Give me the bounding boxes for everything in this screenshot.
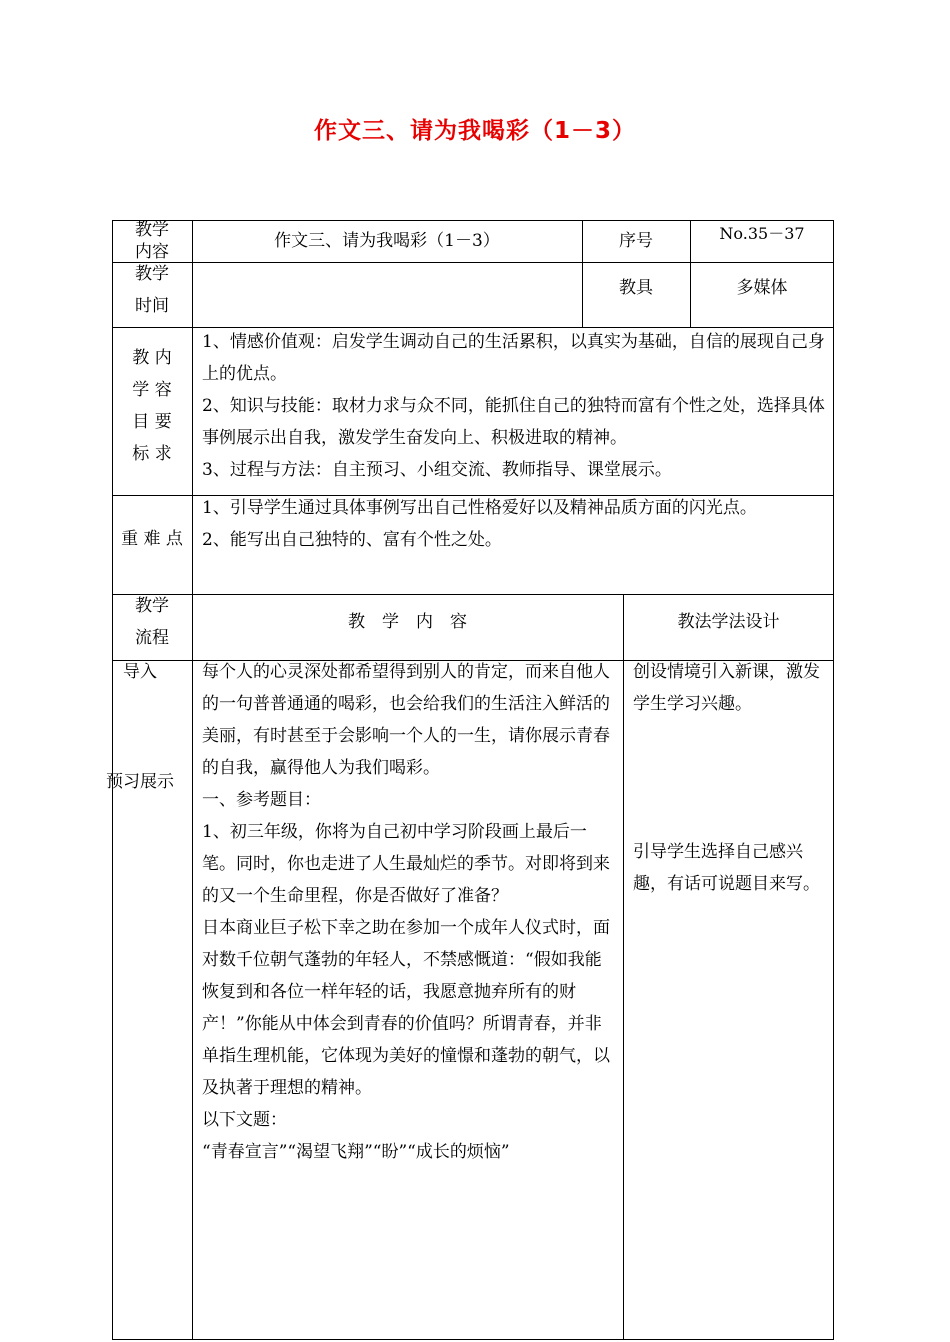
label-line: 目 要 bbox=[132, 412, 172, 432]
body-paragraph: 以下文题： bbox=[202, 1110, 287, 1130]
body-paragraph: 每个人的心灵深处都希望得到别人的肯定，而来自他人的一句普普通通的喝彩，也会给我们的生活注入鲜活的美丽，有时甚至于会影响一个人的一生，请你展示青春的自我，赢得他人为我们喝彩。 bbox=[202, 662, 610, 778]
label-line: 教 内 bbox=[132, 348, 172, 368]
body-paragraph: 1、初三年级，你将为自己初中学习阶段画上最后一笔。同时，你也走进了人生最灿烂的季节。对即将到来的又一个生命里程，你是否做好了准备？ bbox=[202, 822, 610, 906]
teaching-goals-label bbox=[112, 342, 192, 470]
sequence-value: No.35－37 bbox=[719, 224, 805, 243]
lesson-body-text bbox=[202, 656, 618, 1168]
page-title: 作文三、请为我喝彩（1－3） bbox=[313, 118, 636, 144]
teaching-time-label bbox=[112, 258, 192, 322]
goal-item: 2、知识与技能：取材力求与众不同，能抓住自己的独特而富有个性之处，选择具体事例展示出自我，激发学生奋发向上、积极进取的精神。 bbox=[202, 396, 825, 448]
method-intro-text: 创设情境引入新课，激发学生学习兴趣。 bbox=[633, 662, 820, 714]
key-point-item: 1、引导学生通过具体事例写出自己性格爱好以及精神品质方面的闪光点。 bbox=[202, 498, 757, 518]
content-column-header: 教 学 内 容 bbox=[348, 612, 467, 632]
label-line: 内容 bbox=[135, 242, 169, 262]
label-line: 教学 bbox=[135, 264, 169, 284]
row-divider bbox=[112, 262, 834, 263]
key-point-item: 2、能写出自己独特的、富有个性之处。 bbox=[202, 530, 502, 550]
row-divider bbox=[112, 594, 834, 595]
column-divider bbox=[623, 594, 624, 1340]
stage-preview-label: 预习展示 bbox=[106, 772, 174, 792]
teaching-tools-label: 教具 bbox=[619, 278, 653, 298]
goal-item: 3、过程与方法：自主预习、小组交流、教师指导、课堂展示。 bbox=[202, 460, 672, 480]
label-line: 流程 bbox=[135, 628, 169, 648]
label-line: 教学 bbox=[135, 220, 169, 240]
teaching-goals-text bbox=[202, 326, 828, 486]
goal-item: 1、情感价值观：启发学生调动自己的生活累积，以真实为基础，自信的展现自己身上的优点。 bbox=[202, 332, 825, 384]
label-line: 标 求 bbox=[132, 444, 172, 464]
body-paragraph: “青春宣言”“渴望飞翔”“盼”“成长的烦恼” bbox=[202, 1142, 510, 1162]
label-line: 教学 bbox=[135, 596, 169, 616]
column-divider bbox=[192, 220, 193, 1340]
sequence-label: 序号 bbox=[619, 231, 653, 251]
method-column-header: 教法学法设计 bbox=[677, 612, 780, 632]
process-label bbox=[112, 590, 192, 654]
stage-intro-label: 导入 bbox=[123, 662, 157, 682]
label-line: 时间 bbox=[135, 296, 169, 316]
lesson-title-cell: 作文三、请为我喝彩（1－3） bbox=[274, 231, 500, 251]
label-line: 学 容 bbox=[132, 380, 172, 400]
body-paragraph: 日本商业巨子松下幸之助在参加一个成年人仪式时，面对数千位朝气蓬勃的年轻人，不禁感慨道：“假如我能恢复到和各位一样年轻的话，我愿意抛弃所有的财产！”你能从中体会到青春的价值吗？所谓青春，并非单指生理机能，它体现为美好的憧憬和蓬勃的朝气，以及执著于理想的精神。 bbox=[202, 918, 610, 1098]
key-points-label: 重 难 点 bbox=[121, 529, 183, 549]
teaching-tools-value: 多媒体 bbox=[736, 278, 788, 298]
key-points-text bbox=[202, 492, 828, 556]
body-paragraph: 一、参考题目： bbox=[202, 790, 321, 810]
method-topic-text: 引导学生选择自己感兴趣，有话可说题目来写。 bbox=[633, 842, 820, 894]
teaching-content-label bbox=[112, 219, 192, 263]
